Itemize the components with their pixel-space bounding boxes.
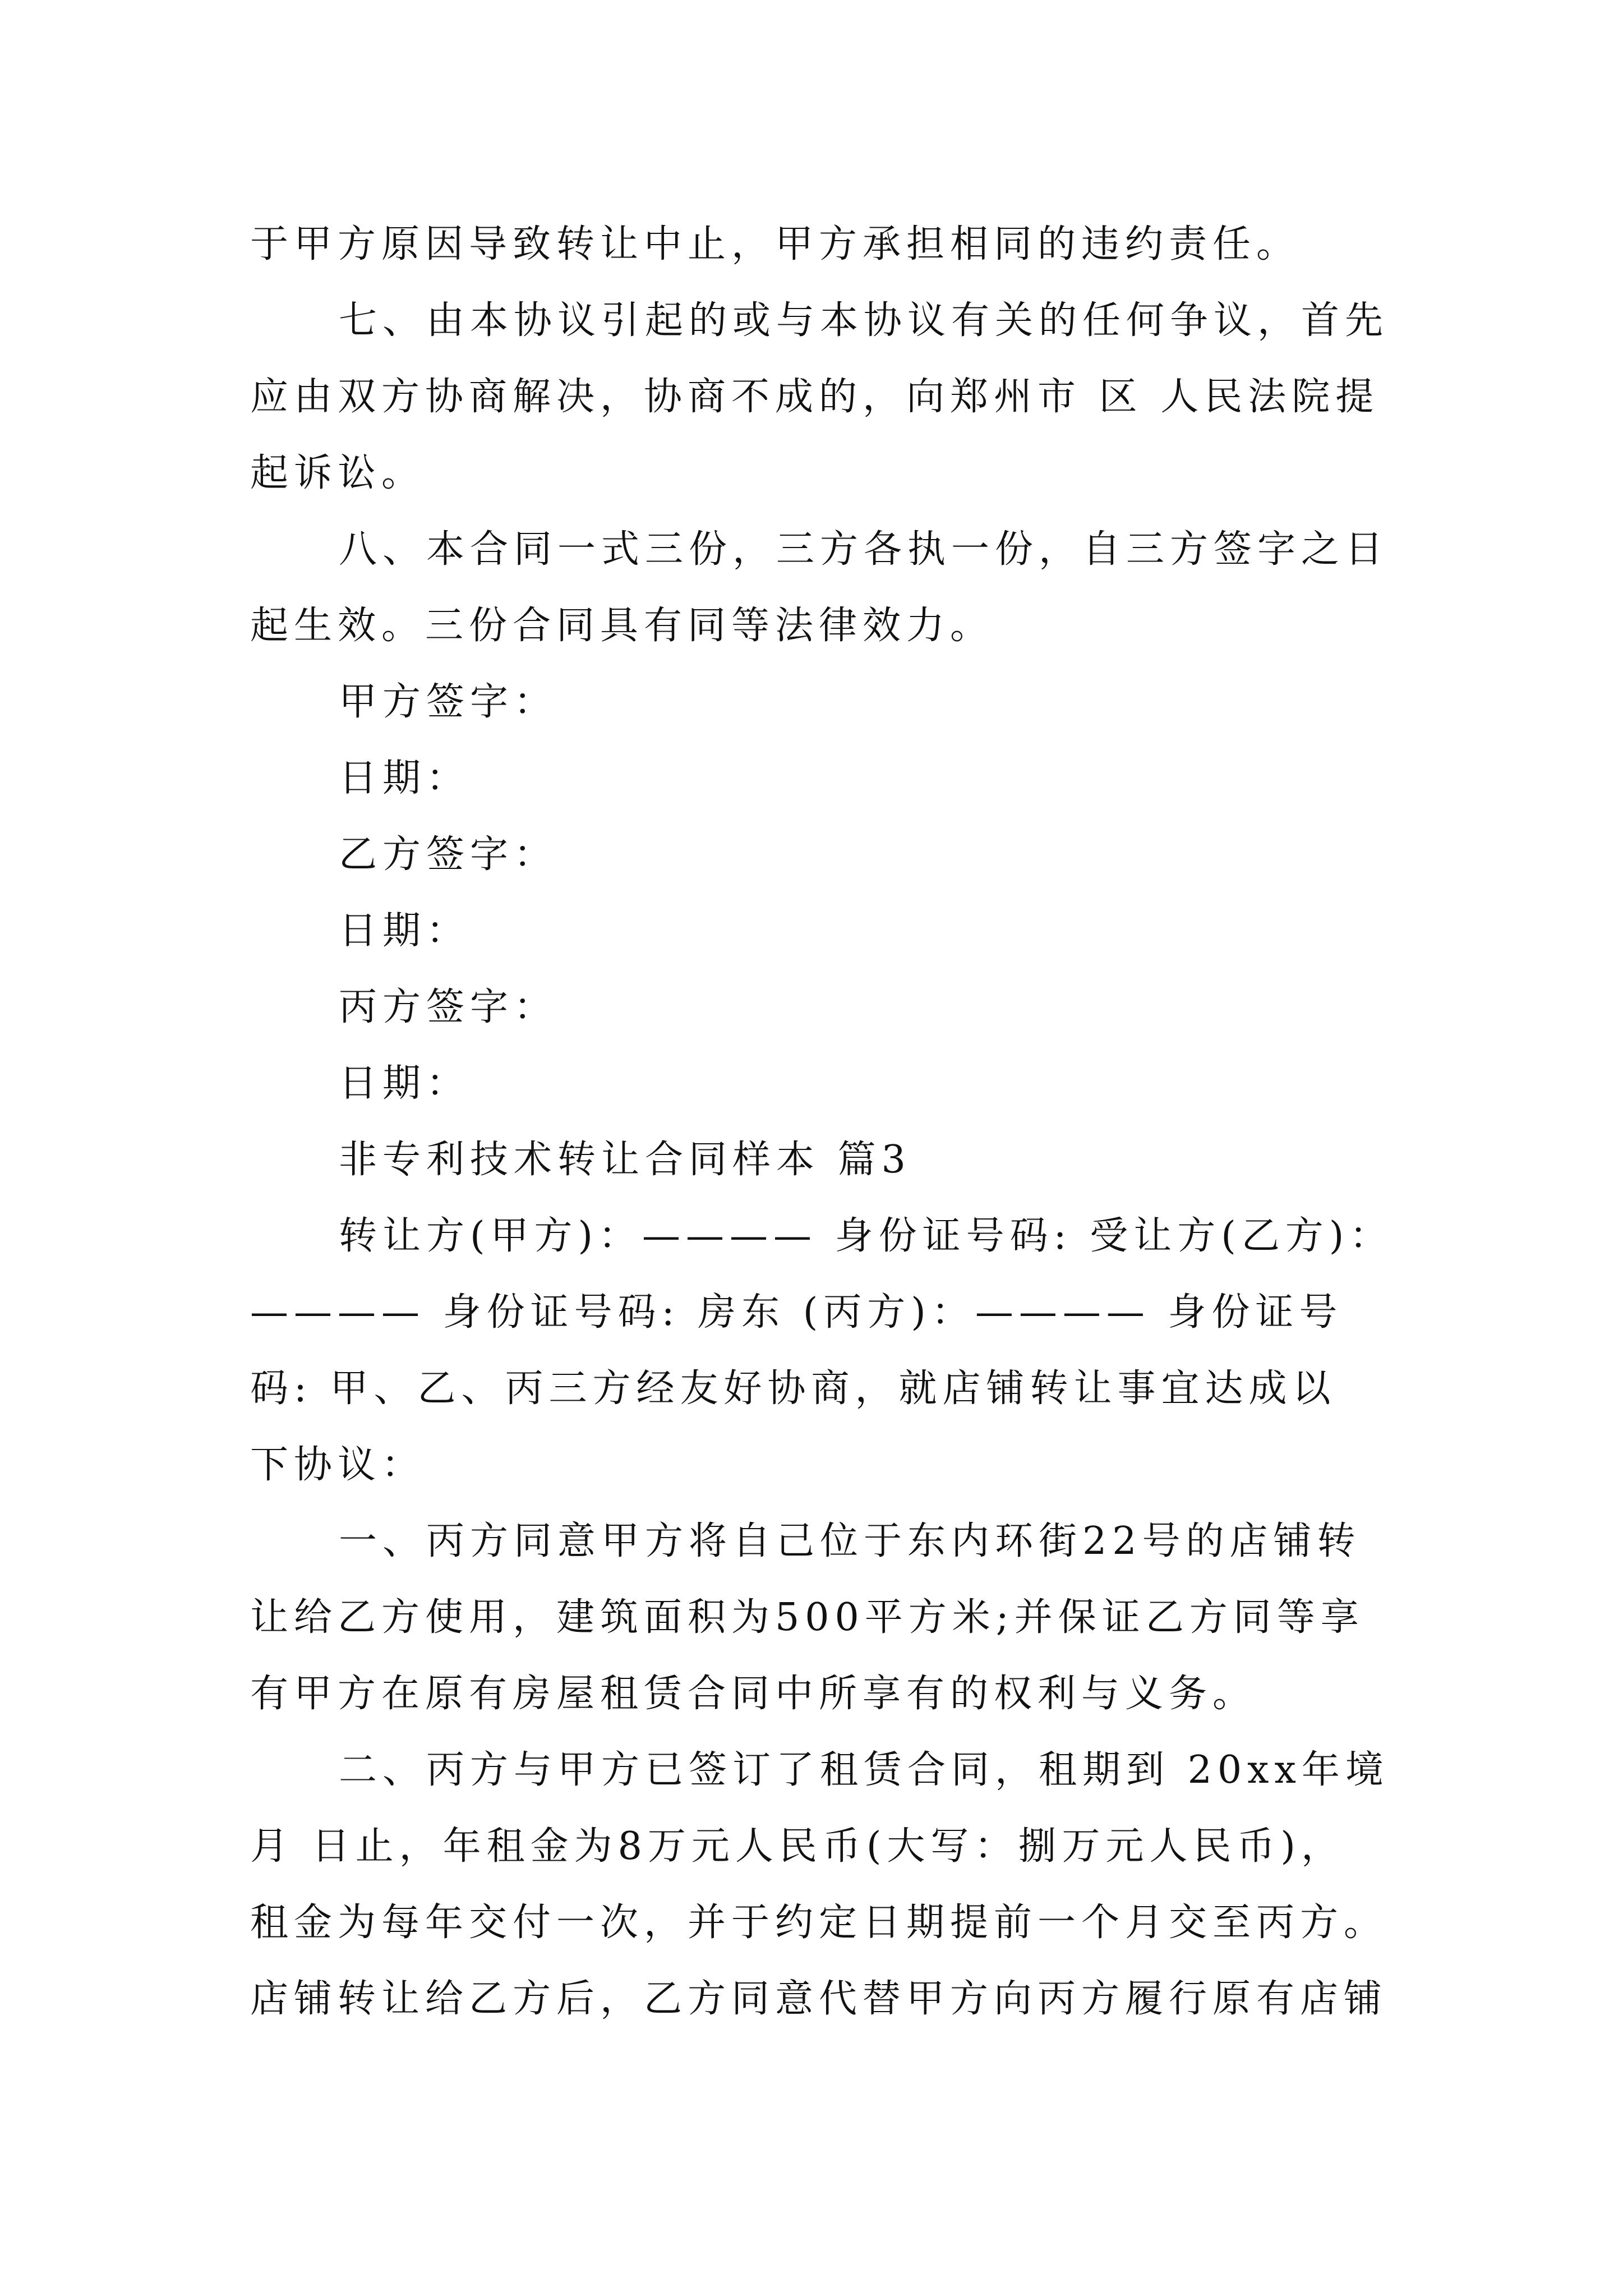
clause-two-line: 二、丙方与甲方已签订了租赁合同，租期到 20xx年境 bbox=[339, 1748, 1389, 1792]
party-c-signature-label: 丙方签字： bbox=[339, 985, 558, 1029]
clause-seven-line: 七、由本协议引起的或与本协议有关的任何争议，首先 bbox=[339, 298, 1389, 343]
party-c-date-label: 日期： bbox=[339, 1061, 471, 1106]
text-line: 起生效。三份合同具有同等法律效力。 bbox=[250, 604, 994, 648]
party-a-signature-label: 甲方签字： bbox=[339, 680, 558, 724]
text-line: 于甲方原因导致转让中止，甲方承担相同的违约责任。 bbox=[250, 222, 1301, 266]
text-line: 有甲方在原有房屋租赁合同中所享有的权利与义务。 bbox=[250, 1672, 1257, 1716]
text-line: 下协议： bbox=[250, 1443, 426, 1487]
clause-one-line: 一、丙方同意甲方将自己位于东内环街22号的店铺转 bbox=[339, 1519, 1361, 1563]
parties-line: 转让方(甲方)：———— 身份证号码: 受让方(乙方)： bbox=[339, 1214, 1394, 1258]
text-line: ———— 身份证号码: 房东 (丙方)：———— 身份证号 bbox=[250, 1290, 1343, 1335]
text-line: 店铺转让给乙方后，乙方同意代替甲方向丙方履行原有店铺 bbox=[250, 1977, 1388, 2021]
text-line: 应由双方协商解决，协商不成的，向郑州市 区 人民法院提 bbox=[250, 375, 1380, 419]
text-line: 码: 甲、乙、丙三方经友好协商，就店铺转让事宜达成以 bbox=[250, 1366, 1336, 1411]
party-b-signature-label: 乙方签字： bbox=[339, 832, 558, 877]
clause-eight-line: 八、本合同一式三份，三方各执一份，自三方签字之日 bbox=[339, 527, 1389, 572]
document-body bbox=[250, 206, 1422, 2037]
text-line: 月 日止，年租金为8万元人民币(大写：捌万元人民币)， bbox=[250, 1824, 1345, 1869]
section-heading: 非专利技术转让合同样本 篇3 bbox=[339, 1138, 911, 1182]
text-line: 起诉讼。 bbox=[250, 451, 426, 495]
party-a-date-label: 日期： bbox=[339, 756, 471, 800]
text-line: 让给乙方使用，建筑面积为500平方米;并保证乙方同等享 bbox=[250, 1595, 1364, 1640]
party-b-date-label: 日期： bbox=[339, 909, 471, 953]
text-line: 租金为每年交付一次，并于约定日期提前一个月交至丙方。 bbox=[250, 1901, 1388, 1945]
